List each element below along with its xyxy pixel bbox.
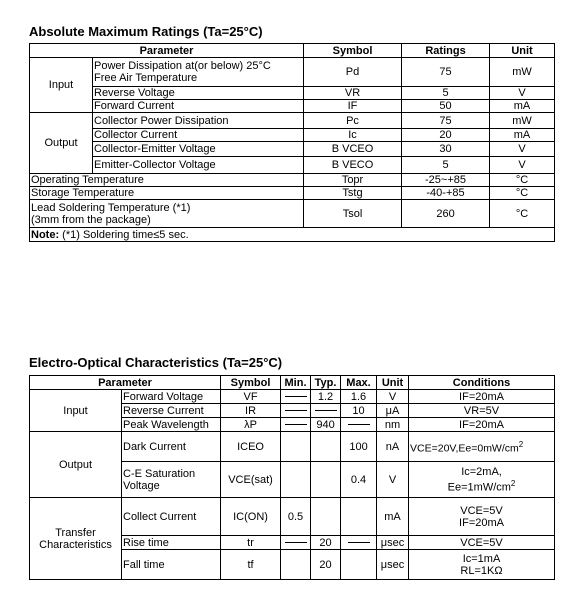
param-cell: Reverse Current	[122, 404, 221, 418]
rating-cell: 30	[402, 142, 490, 157]
dash-mark	[285, 396, 307, 397]
max-cell	[341, 550, 377, 580]
symbol-cell: B VCEO	[304, 142, 402, 157]
rating-cell: 260	[402, 200, 490, 228]
rating-cell: 5	[402, 157, 490, 174]
max-cell: 1.6	[341, 390, 377, 404]
unit-cell: V	[490, 157, 555, 174]
symbol-cell: Tsol	[304, 200, 402, 228]
min-cell	[281, 550, 311, 580]
max-cell: 10	[341, 404, 377, 418]
table-header-row	[30, 44, 555, 58]
unit-cell: mW	[490, 113, 555, 129]
table-row	[30, 58, 555, 87]
dash-mark	[285, 410, 307, 411]
header-parameter: Parameter	[30, 376, 221, 390]
header-parameter: Parameter	[30, 44, 304, 58]
table-row	[30, 432, 555, 462]
typ-cell	[311, 462, 341, 498]
max-cell: 100	[341, 432, 377, 462]
symbol-cell: Pd	[304, 58, 402, 87]
dash-mark	[348, 542, 370, 543]
min-cell	[281, 462, 311, 498]
amr-title: Absolute Maximum Ratings (Ta=25°C)	[29, 24, 263, 39]
param-cell: Collector Power Dissipation	[93, 113, 304, 129]
conditions-cell: Ic=2mA, $Ee=1mW/cm^2$	[409, 462, 555, 498]
header-unit: Unit	[377, 376, 409, 390]
unit-cell: nm	[377, 418, 409, 432]
eoc-title: Electro-Optical Characteristics (Ta=25°C)	[29, 355, 283, 370]
typ-cell	[311, 498, 341, 536]
group-output: Output	[30, 113, 93, 174]
table-header-row	[30, 376, 555, 390]
dash-mark	[285, 542, 307, 543]
max-cell	[341, 418, 377, 432]
max-cell: 0.4	[341, 462, 377, 498]
table-row	[30, 498, 555, 536]
table-row	[30, 142, 555, 157]
table-row	[30, 87, 555, 100]
header-min: Min.	[281, 376, 311, 390]
unit-cell: V	[377, 462, 409, 498]
min-cell	[281, 390, 311, 404]
symbol-cell: VCE(sat)	[221, 462, 281, 498]
conditions-cell: $VCE=20V,Ee=0mW/cm^2$	[409, 432, 555, 462]
unit-cell: nA	[377, 432, 409, 462]
table-row	[30, 113, 555, 129]
symbol-cell: Tstg	[304, 187, 402, 200]
group-transfer-characteristics: Transfer Characteristics	[30, 498, 122, 580]
conditions-cell: IF=20mA	[409, 390, 555, 404]
header-unit: Unit	[490, 44, 555, 58]
symbol-cell: λP	[221, 418, 281, 432]
param-cell: Forward Voltage	[122, 390, 221, 404]
rating-cell: 5	[402, 87, 490, 100]
table-row	[30, 200, 555, 228]
typ-cell	[311, 404, 341, 418]
typ-cell	[311, 432, 341, 462]
min-cell	[281, 432, 311, 462]
symbol-cell: ICEO	[221, 432, 281, 462]
group-input: Input	[30, 58, 93, 113]
param-cell: Emitter-Collector Voltage	[93, 157, 304, 174]
param-cell: Rise time	[122, 536, 221, 550]
conditions-cell: VCE=5V	[409, 536, 555, 550]
symbol-cell: tr	[221, 536, 281, 550]
unit-cell: μA	[377, 404, 409, 418]
conditions-cell: VCE=5V IF=20mA	[409, 498, 555, 536]
table-row	[30, 390, 555, 404]
conditions-cell: Ic=1mA RL=1KΩ	[409, 550, 555, 580]
unit-cell: V	[490, 87, 555, 100]
typ-cell: 1.2	[311, 390, 341, 404]
unit-cell: mW	[490, 58, 555, 87]
header-symbol: Symbol	[221, 376, 281, 390]
unit-cell: °C	[490, 174, 555, 187]
param-cell: Forward Current	[93, 100, 304, 113]
typ-cell: 20	[311, 536, 341, 550]
dash-mark	[285, 424, 307, 425]
absolute-maximum-ratings-table	[29, 43, 555, 242]
table-row	[30, 129, 555, 142]
group-output: Output	[30, 432, 122, 498]
symbol-cell: IC(ON)	[221, 498, 281, 536]
symbol-cell: Topr	[304, 174, 402, 187]
header-ratings: Ratings	[402, 44, 490, 58]
min-cell	[281, 536, 311, 550]
typ-cell: 20	[311, 550, 341, 580]
symbol-cell: tf	[221, 550, 281, 580]
unit-cell: °C	[490, 187, 555, 200]
param-cell: Collector Current	[93, 129, 304, 142]
max-cell	[341, 498, 377, 536]
unit-cell: V	[490, 142, 555, 157]
rating-cell: -25~+85	[402, 174, 490, 187]
unit-cell: V	[377, 390, 409, 404]
typ-cell: 940	[311, 418, 341, 432]
unit-cell: mA	[377, 498, 409, 536]
electro-optical-characteristics-table	[29, 375, 555, 580]
conditions-cell: IF=20mA	[409, 418, 555, 432]
param-cell: C-E Saturation Voltage	[122, 462, 221, 498]
symbol-cell: VR	[304, 87, 402, 100]
header-max: Max.	[341, 376, 377, 390]
unit-cell: μsec	[377, 550, 409, 580]
note-text: (*1) Soldering time≤5 sec.	[59, 228, 189, 241]
param-cell: Storage Temperature	[30, 187, 304, 200]
param-cell: Fall time	[122, 550, 221, 580]
unit-cell: °C	[490, 200, 555, 228]
param-cell: Peak Wavelength	[122, 418, 221, 432]
header-typ: Typ.	[311, 376, 341, 390]
table-row	[30, 157, 555, 174]
max-cell	[341, 536, 377, 550]
min-cell: 0.5	[281, 498, 311, 536]
param-cell: Operating Temperature	[30, 174, 304, 187]
dash-mark	[315, 410, 337, 411]
note-label: Note:	[31, 228, 60, 241]
param-cell: Dark Current	[122, 432, 221, 462]
symbol-cell: B VECO	[304, 157, 402, 174]
rating-cell: 20	[402, 129, 490, 142]
symbol-cell: IF	[304, 100, 402, 113]
unit-cell: μsec	[377, 536, 409, 550]
rating-cell: -40-+85	[402, 187, 490, 200]
min-cell	[281, 418, 311, 432]
param-cell: Reverse Voltage	[93, 87, 304, 100]
table-row	[30, 100, 555, 113]
symbol-cell: IR	[221, 404, 281, 418]
symbol-cell: VF	[221, 390, 281, 404]
param-cell: Lead Soldering Temperature (*1) (3mm from the package)	[30, 200, 304, 228]
unit-cell: mA	[490, 100, 555, 113]
group-input: Input	[30, 390, 122, 432]
param-cell: Collect Current	[122, 498, 221, 536]
header-conditions: Conditions	[409, 376, 555, 390]
symbol-cell: Pc	[304, 113, 402, 129]
note-cell	[30, 228, 555, 242]
table-row	[30, 174, 555, 187]
param-cell: Power Dissipation at(or below) 25°C Free Air Temperature	[93, 58, 304, 87]
rating-cell: 75	[402, 113, 490, 129]
rating-cell: 50	[402, 100, 490, 113]
dash-mark	[348, 424, 370, 425]
conditions-cell: VR=5V	[409, 404, 555, 418]
header-symbol: Symbol	[304, 44, 402, 58]
min-cell	[281, 404, 311, 418]
rating-cell: 75	[402, 58, 490, 87]
note-row	[30, 228, 555, 242]
table-row	[30, 187, 555, 200]
unit-cell: mA	[490, 129, 555, 142]
param-cell: Collector-Emitter Voltage	[93, 142, 304, 157]
symbol-cell: Ic	[304, 129, 402, 142]
